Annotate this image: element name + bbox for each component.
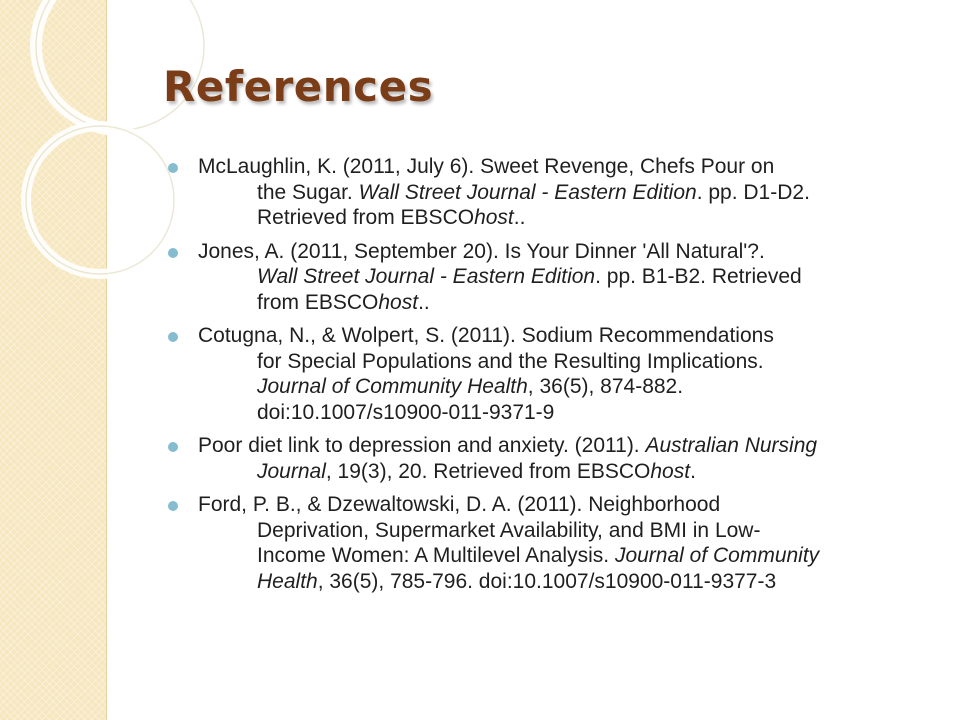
- italic-segment: host: [474, 206, 514, 229]
- reference-line: Journal, 19(3), 20. Retrieved from EBSCOhost.: [257, 459, 696, 483]
- reference-line: McLaughlin, K. (2011, July 6). Sweet Revenge, Chefs Pour on: [198, 155, 775, 178]
- italic-segment: Wall Street Journal - Eastern Edition: [358, 180, 697, 204]
- italic-segment: Journal of Community Health: [257, 375, 528, 398]
- reference-line: Health, 36(5), 785-796. doi:10.1007/s10900-011-9377-3: [257, 569, 777, 593]
- reference-item: [168, 323, 928, 425]
- reference-list: [168, 154, 928, 602]
- bullet-dot: [168, 501, 178, 511]
- decorative-left-band: [0, 0, 107, 720]
- bullet-dot: [168, 442, 178, 452]
- reference-item: [168, 154, 928, 231]
- italic-segment: Wall Street Journal - Eastern Edition: [257, 265, 596, 288]
- bullet-dot: [168, 332, 178, 342]
- reference-line: Income Women: A Multilevel Analysis. Journal of Community: [257, 544, 820, 567]
- italic-segment: Journal of Community: [614, 544, 820, 567]
- reference-item: [168, 239, 928, 316]
- reference-item: [168, 433, 928, 484]
- reference-line: from EBSCOhost..: [257, 290, 430, 314]
- italic-segment: Australian Nursing: [645, 434, 818, 457]
- reference-line: Retrieved from EBSCOhost..: [257, 206, 526, 229]
- reference-line: Journal of Community Health, 36(5), 874-882.: [257, 375, 684, 398]
- bullet-dot: [168, 248, 178, 258]
- reference-line: Cotugna, N., & Wolpert, S. (2011). Sodium Recommendations: [198, 324, 774, 347]
- italic-segment: host: [378, 290, 419, 314]
- reference-line: Ford, P. B., & Dzewaltowski, D. A. (2011). Neighborhood: [198, 493, 721, 516]
- reference-line: Wall Street Journal - Eastern Edition. pp. B1-B2. Retrieved: [257, 265, 802, 288]
- italic-segment: Journal: [257, 459, 326, 483]
- reference-line: Jones, A. (2011, September 20). Is Your Dinner 'All Natural'?.: [198, 239, 765, 263]
- reference-line: the Sugar. Wall Street Journal - Eastern Edition. pp. D1-D2.: [257, 180, 810, 204]
- italic-segment: Health: [257, 569, 318, 593]
- reference-item: [168, 492, 928, 594]
- italic-segment: host: [650, 459, 691, 483]
- reference-line: Poor diet link to depression and anxiety. (2011). Australian Nursing: [198, 434, 818, 457]
- reference-line: for Special Populations and the Resulting Implications.: [257, 349, 764, 373]
- reference-line: Deprivation, Supermarket Availability, and BMI in Low-: [257, 518, 761, 542]
- reference-line: doi:10.1007/s10900-011-9371-9: [257, 400, 555, 424]
- slide-title: References: [163, 62, 434, 111]
- bullet-dot: [168, 163, 178, 173]
